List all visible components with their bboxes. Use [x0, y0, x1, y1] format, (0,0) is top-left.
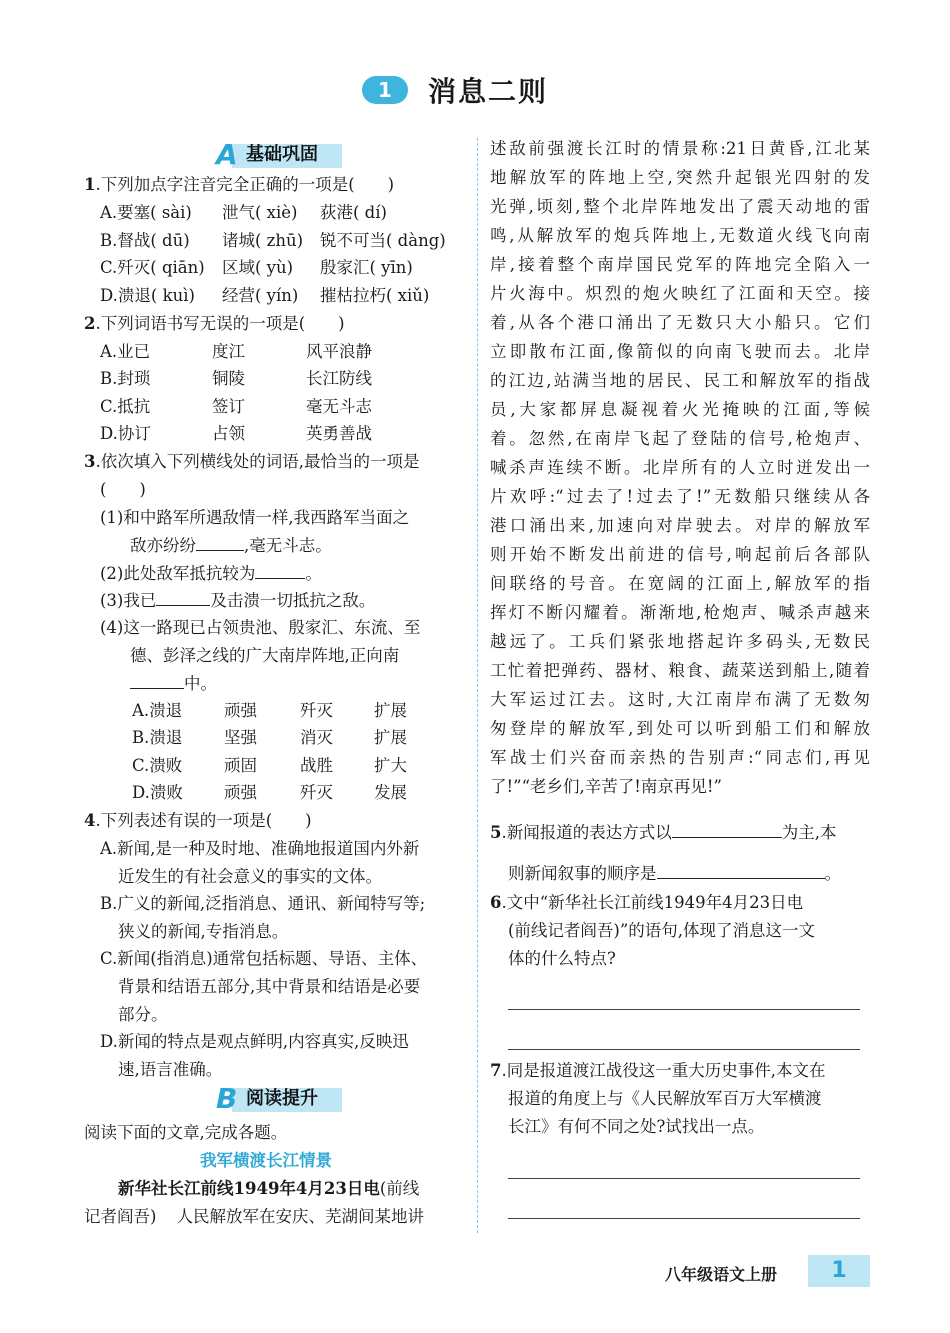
q7-answer-line[interactable]: [508, 1218, 860, 1219]
question-1-text: .下列加点字注音完全正确的一项是( ): [95, 175, 395, 194]
q3-option-d: D.溃败 顽强 歼灭 发展: [132, 783, 407, 802]
q3-option-c: C.溃败 顽固 战胜 扩大: [132, 756, 407, 775]
question-7-line-1: 7.同是报道渡江战役这一重大历史事件,本文在: [490, 1061, 826, 1080]
article-line: 片欢呼:“过去了!过去了!”无数船只继续从各: [490, 487, 870, 506]
q3-option-b: B.溃退 坚强 消灭 扩展: [132, 728, 407, 747]
q3-sentence-1a: (1)和中路军所遇敌情一样,我西路军当面之: [100, 508, 410, 527]
section-b-text: 阅读提升: [246, 1088, 318, 1109]
footer-page-number: 1: [808, 1255, 870, 1287]
article-dateline: 新华社长江前线1949年4月23日电(前线: [118, 1179, 420, 1198]
question-5-line-1: 5.新闻报道的表达方式以 为主,本: [490, 823, 837, 842]
question-6-number: 6: [490, 893, 502, 912]
q4-line: D.新闻的特点是观点鲜明,内容真实,反映迅: [100, 1032, 409, 1051]
footer-book-title: 八年级语文上册: [665, 1265, 778, 1284]
article-title: 我军横渡长江情景: [200, 1151, 332, 1170]
q1-option-a: A.要塞( sài) 泄气( xiè) 荻港( dí): [100, 203, 387, 222]
q5-blank-2[interactable]: [657, 862, 825, 879]
article-line: 挥灯不断闪耀着。渐渐地,枪炮声、喊杀声越来: [490, 603, 870, 622]
article-first-line: 记者阎吾) 人民解放军在安庆、芜湖间某地讲: [84, 1207, 424, 1226]
article-line: 立即散布江面,像箭似的向南飞驶而去。北岸: [490, 342, 870, 361]
q4-line: B.广义的新闻,泛指消息、通讯、新闻特写等;: [100, 894, 426, 913]
q4-line: 部分。: [118, 1005, 168, 1024]
q1-option-d: D.溃退( kuì) 经营( yín) 摧枯拉朽( xiǔ): [100, 286, 430, 305]
question-5-line-2: 则新闻叙事的顺序是 。: [508, 864, 841, 883]
q4-line: 近发生的有社会意义的事实的文体。: [118, 867, 382, 886]
question-7-number: 7: [490, 1061, 502, 1080]
question-7-line-2: 报道的角度上与《人民解放军百万大军横渡: [508, 1089, 822, 1108]
q3-sentence-3: (3)我已 及击溃一切抵抗之敌。: [100, 591, 376, 610]
q4-line: 速,语言准确。: [118, 1060, 223, 1079]
q3-sentence-4c: 中。: [130, 672, 217, 695]
lesson-title: 消息二则: [428, 75, 549, 108]
lesson-number-badge: 1: [362, 76, 408, 104]
article-line: 地解放军的阵地上空,突然升起银光四射的发: [490, 168, 870, 187]
q4-line: C.新闻(指消息)通常包括标题、导语、主体、: [100, 949, 428, 968]
q1-option-c: C.歼灭( qiān) 区域( yù) 殷家汇( yīn): [100, 258, 413, 277]
article-line: 片火海中。炽烈的炮火映红了江面和天空。接: [490, 284, 870, 303]
question-5-number: 5: [490, 823, 502, 842]
article-line: 则开始不断发出前进的信号,响起前后各部队: [490, 545, 870, 564]
question-6-line-1: 6.文中“新华社长江前线1949年4月23日电: [490, 893, 804, 912]
q4-line: 背景和结语五部分,其中背景和结语是必要: [118, 977, 421, 996]
article-line: 岸,接着整个南岸国民党军的阵地完全陷入一: [490, 255, 870, 274]
question-3-paren: ( ): [100, 480, 146, 499]
question-7-line-3: 长江》有何不同之处?试找出一点。: [508, 1117, 765, 1136]
article-line: 港口涌出来,加速向对岸驶去。对岸的解放军: [490, 516, 870, 535]
section-b-label: [216, 1084, 356, 1114]
q4-line: A.新闻,是一种及时地、准确地报道国内外新: [100, 839, 420, 858]
article-line: 喊杀声连续不断。北岸所有的人立时迸发出一: [490, 458, 870, 477]
article-line: 述敌前强渡长江时的情景称:21日黄昏,江北某: [490, 139, 870, 158]
section-b-letter: B: [216, 1082, 238, 1115]
question-1-stem: [84, 174, 394, 196]
q3-sentence-4b: 德、彭泽之线的广大南岸阵地,正向南: [130, 646, 400, 665]
section-a-label: [216, 140, 356, 170]
question-6-line-2: (前线记者阎吾)”的语句,体现了消息这一文: [508, 921, 816, 940]
q3-blank-4[interactable]: [130, 672, 184, 689]
article-line: 鸣,从解放军的炮兵阵地上,无数道火线飞向南: [490, 226, 870, 245]
article-line: 越远了。工兵们紧张地搭起许多码头,无数民: [490, 632, 870, 651]
q2-option-b: B.封琐 铜陵 长江防线: [100, 369, 372, 388]
question-2-stem: 2.下列词语书写无误的一项是( ): [84, 314, 345, 333]
q2-option-c: C.抵抗 签订 毫无斗志: [100, 397, 372, 416]
question-6-line-3: 体的什么特点?: [508, 949, 616, 968]
q4-line: 狭义的新闻,专指消息。: [118, 922, 289, 941]
article-line: 匆登岸的解放军,到处可以听到船工们和解放: [490, 719, 870, 738]
article-line: 工忙着把弹药、器材、粮食、蔬菜送到船上,随着: [490, 661, 870, 680]
q7-answer-line[interactable]: [508, 1178, 860, 1179]
article-line: 的江边,站满当地的居民、民工和解放军的指战: [490, 371, 870, 390]
article-line: 大军运过江去。这时,大江南岸布满了无数匆: [490, 690, 870, 709]
question-3-number: 3: [84, 452, 96, 471]
reading-intro: 阅读下面的文章,完成各题。: [84, 1123, 288, 1142]
article-line: 着。忽然,在南岸飞起了登陆的信号,枪炮声、: [490, 429, 870, 448]
question-4-number: 4: [84, 811, 96, 830]
article-line: 光弹,顷刻,整个北岸阵地发出了震天动地的雷: [490, 197, 870, 216]
question-2-number: 2: [84, 314, 96, 333]
q3-blank-3[interactable]: [156, 589, 210, 606]
q6-answer-line[interactable]: [508, 1049, 860, 1050]
q3-sentence-4a: (4)这一路现已占领贵池、殷家汇、东流、至: [100, 618, 421, 637]
section-a-text: 基础巩固: [246, 144, 318, 165]
question-1-number: 1: [84, 175, 96, 194]
question-4-stem: 4.下列表述有误的一项是( ): [84, 811, 312, 830]
article-line: 间联络的号音。在宽阔的江面上,解放军的指: [490, 574, 870, 593]
article-line: 着,从各个港口涌出了无数只大小船只。它们: [490, 313, 870, 332]
q3-sentence-1b: 敌亦纷纷 ,毫无斗志。: [130, 536, 332, 555]
q3-option-a: A.溃退 顽强 歼灭 扩展: [132, 701, 407, 720]
article-last-line: 了!”“老乡们,辛苦了!南京再见!”: [490, 777, 722, 796]
section-a-letter: A: [216, 138, 238, 171]
q2-option-a: A.业已 度江 风平浪静: [100, 342, 372, 361]
q5-blank-1[interactable]: [672, 821, 782, 838]
q1-option-b: B.督战( dū) 诸城( zhū) 锐不可当( dàng): [100, 231, 446, 250]
q3-blank-1[interactable]: [196, 534, 244, 551]
q3-blank-2[interactable]: [255, 562, 305, 579]
column-divider: [477, 138, 478, 1233]
question-3-stem: 3.依次填入下列横线处的词语,最恰当的一项是: [84, 452, 420, 471]
q3-sentence-2: (2)此处敌军抵抗较为 。: [100, 564, 322, 583]
q6-answer-line[interactable]: [508, 1009, 860, 1010]
q2-option-d: D.协订 占领 英勇善战: [100, 424, 372, 443]
article-line: 军战士们兴奋而亲热的告别声:“同志们,再见: [490, 748, 870, 767]
article-line: 员,大家都屏息凝视着火光掩映的江面,等候: [490, 400, 870, 419]
